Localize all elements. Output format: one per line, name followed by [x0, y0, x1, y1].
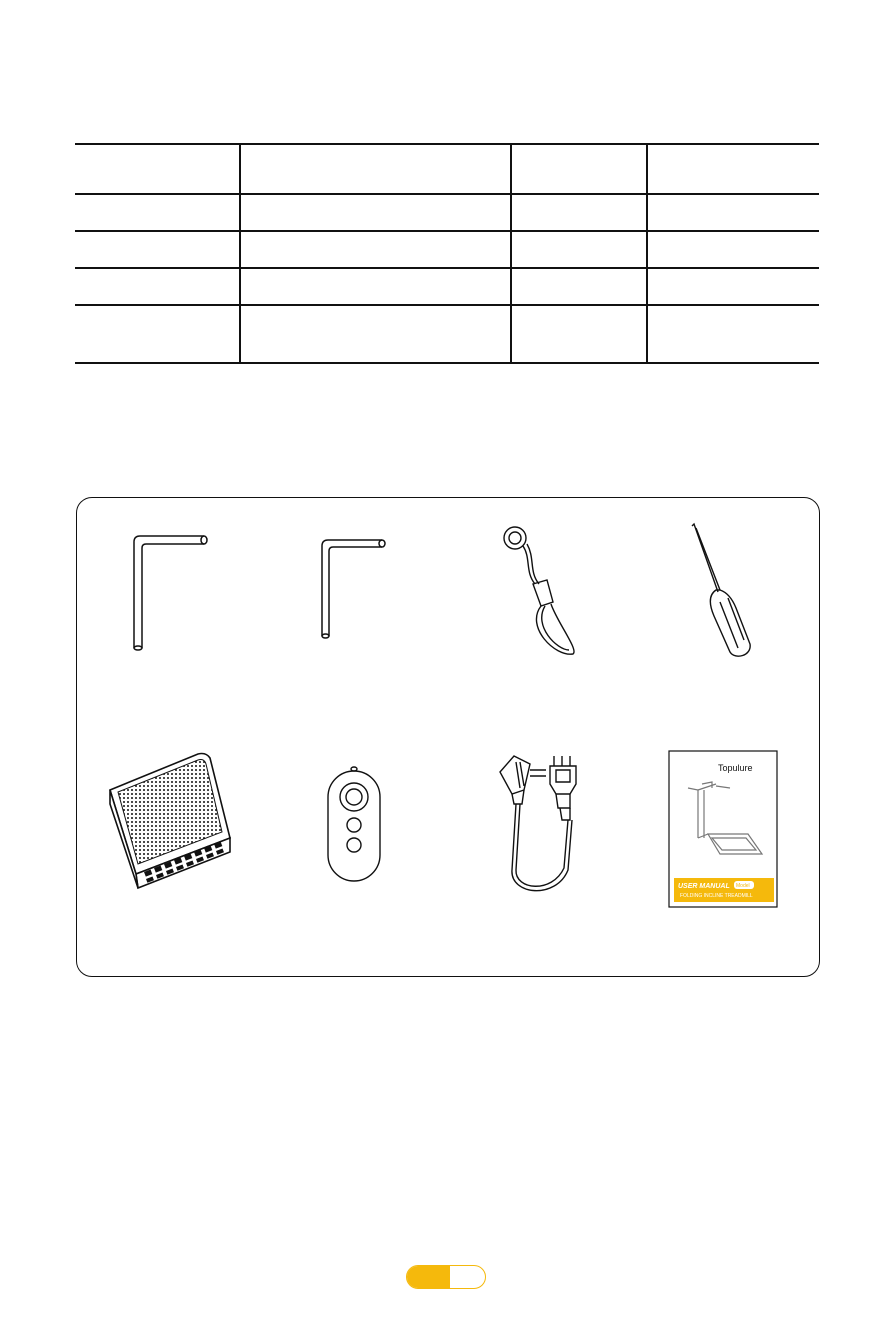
- table-cell: [240, 194, 511, 231]
- table-cell: [240, 231, 511, 268]
- screwdriver-icon: [680, 520, 760, 660]
- allen-wrench-small-icon: [310, 532, 395, 642]
- parts-list-table: [75, 143, 819, 364]
- table-cell: [647, 268, 819, 305]
- manual-title: USER MANUAL: [678, 883, 730, 890]
- page-indicator-fill: [407, 1266, 450, 1288]
- manual-model-badge: Model: [736, 883, 750, 889]
- table-cell: [240, 144, 511, 194]
- remote-control-icon: [324, 765, 384, 885]
- manual-subtitle: FOLDING INCLINE TREADMILL: [680, 893, 753, 899]
- table-cell: [75, 144, 240, 194]
- table-row: [75, 268, 819, 305]
- table-cell: [647, 144, 819, 194]
- table-cell: [240, 268, 511, 305]
- table-cell: [240, 305, 511, 363]
- table-cell: [511, 144, 647, 194]
- table-cell: [647, 305, 819, 363]
- table-cell: [647, 231, 819, 268]
- safety-key-icon: [495, 522, 590, 662]
- table-cell: [75, 305, 240, 363]
- table-cell: [511, 194, 647, 231]
- table-cell: [75, 194, 240, 231]
- table-cell: [75, 231, 240, 268]
- table-cell: [75, 268, 240, 305]
- table-row: [75, 305, 819, 363]
- power-cord-icon: [496, 750, 596, 900]
- table-cell: [511, 305, 647, 363]
- user-manual-icon: [668, 750, 780, 910]
- table-row: [75, 144, 819, 194]
- table-cell: [511, 268, 647, 305]
- manual-brand: Topulure: [718, 763, 753, 773]
- table-row: [75, 231, 819, 268]
- table-cell: [647, 194, 819, 231]
- allen-wrench-large-icon: [120, 528, 215, 653]
- motor-cover-icon: [106, 752, 236, 892]
- page-indicator: [406, 1265, 486, 1289]
- table-row: [75, 194, 819, 231]
- table-cell: [511, 231, 647, 268]
